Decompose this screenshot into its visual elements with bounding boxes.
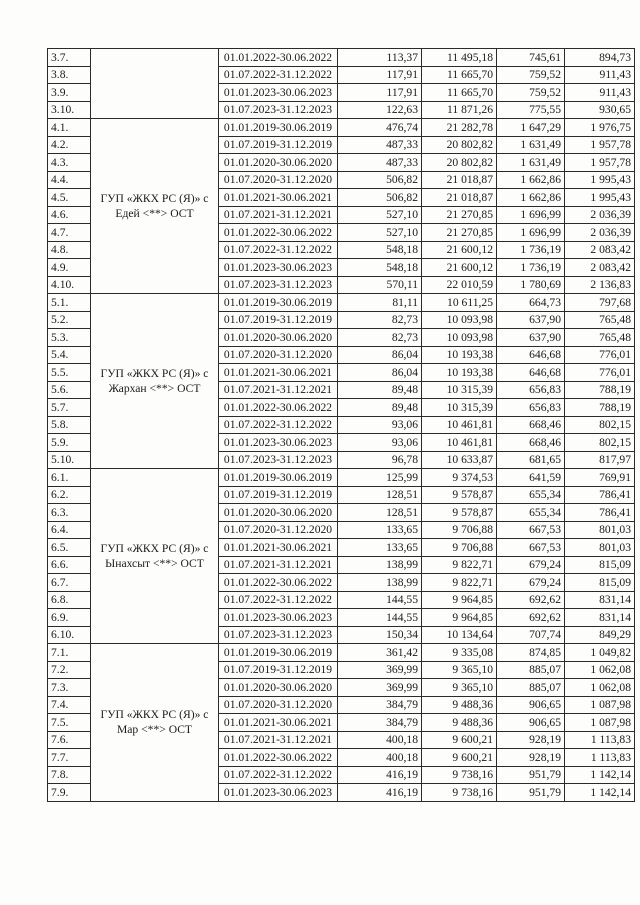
value-cell: 655,34 xyxy=(497,504,565,522)
tariff-table xyxy=(47,48,635,802)
period-cell: 01.07.2021-31.12.2021 xyxy=(219,206,338,224)
value-cell: 928,19 xyxy=(497,731,565,749)
period-cell: 01.01.2019-30.06.2019 xyxy=(219,644,338,662)
row-number-cell: 7.1. xyxy=(48,644,91,662)
value-cell: 930,65 xyxy=(565,101,635,119)
row-number-cell: 6.2. xyxy=(48,486,91,504)
value-cell: 476,74 xyxy=(338,119,422,137)
value-cell: 765,48 xyxy=(565,311,635,329)
value-cell: 125,99 xyxy=(338,469,422,487)
value-cell: 548,18 xyxy=(338,259,422,277)
value-cell: 788,19 xyxy=(565,381,635,399)
organization-cell: ГУП «ЖКХ РС (Я)» с Ынахсыт <**> ОСТ xyxy=(91,469,219,644)
value-cell: 570,11 xyxy=(338,276,422,294)
period-cell: 01.01.2021-30.06.2021 xyxy=(219,539,338,557)
value-cell: 692,62 xyxy=(497,609,565,627)
value-cell: 9 600,21 xyxy=(422,749,497,767)
period-cell: 01.01.2021-30.06.2021 xyxy=(219,714,338,732)
value-cell: 10 611,25 xyxy=(422,294,497,312)
value-cell: 10 315,39 xyxy=(422,399,497,417)
value-cell: 361,42 xyxy=(338,644,422,662)
value-cell: 9 365,10 xyxy=(422,679,497,697)
value-cell: 117,91 xyxy=(338,84,422,102)
value-cell: 1 957,78 xyxy=(565,154,635,172)
period-cell: 01.07.2021-31.12.2021 xyxy=(219,556,338,574)
period-cell: 01.07.2021-31.12.2021 xyxy=(219,381,338,399)
value-cell: 416,19 xyxy=(338,766,422,784)
value-cell: 1 142,14 xyxy=(565,766,635,784)
row-number-cell: 6.5. xyxy=(48,539,91,557)
value-cell: 21 270,85 xyxy=(422,224,497,242)
value-cell: 10 315,39 xyxy=(422,381,497,399)
row-number-cell: 7.8. xyxy=(48,766,91,784)
value-cell: 128,51 xyxy=(338,486,422,504)
value-cell: 86,04 xyxy=(338,346,422,364)
value-cell: 9 738,16 xyxy=(422,766,497,784)
row-number-cell: 7.6. xyxy=(48,731,91,749)
value-cell: 1 696,99 xyxy=(497,224,565,242)
row-number-cell: 7.9. xyxy=(48,784,91,802)
value-cell: 646,68 xyxy=(497,346,565,364)
row-number-cell: 7.3. xyxy=(48,679,91,697)
value-cell: 776,01 xyxy=(565,364,635,382)
value-cell: 786,41 xyxy=(565,504,635,522)
row-number-cell: 4.2. xyxy=(48,136,91,154)
value-cell: 113,37 xyxy=(338,49,422,67)
value-cell: 1 113,83 xyxy=(565,731,635,749)
table-row xyxy=(48,294,635,312)
value-cell: 487,33 xyxy=(338,154,422,172)
row-number-cell: 6.8. xyxy=(48,591,91,609)
row-number-cell: 3.10. xyxy=(48,101,91,119)
row-number-cell: 5.6. xyxy=(48,381,91,399)
value-cell: 646,68 xyxy=(497,364,565,382)
row-number-cell: 5.3. xyxy=(48,329,91,347)
value-cell: 81,11 xyxy=(338,294,422,312)
value-cell: 400,18 xyxy=(338,731,422,749)
row-number-cell: 4.3. xyxy=(48,154,91,172)
row-number-cell: 5.1. xyxy=(48,294,91,312)
value-cell: 1 631,49 xyxy=(497,136,565,154)
value-cell: 11 665,70 xyxy=(422,84,497,102)
row-number-cell: 3.9. xyxy=(48,84,91,102)
period-cell: 01.01.2023-30.06.2023 xyxy=(219,434,338,452)
value-cell: 681,65 xyxy=(497,451,565,469)
value-cell: 815,09 xyxy=(565,574,635,592)
value-cell: 831,14 xyxy=(565,609,635,627)
value-cell: 637,90 xyxy=(497,311,565,329)
period-cell: 01.01.2022-30.06.2022 xyxy=(219,749,338,767)
value-cell: 527,10 xyxy=(338,224,422,242)
value-cell: 1 631,49 xyxy=(497,154,565,172)
value-cell: 1 662,86 xyxy=(497,171,565,189)
value-cell: 20 802,82 xyxy=(422,136,497,154)
value-cell: 93,06 xyxy=(338,416,422,434)
row-number-cell: 5.8. xyxy=(48,416,91,434)
value-cell: 506,82 xyxy=(338,189,422,207)
row-number-cell: 4.9. xyxy=(48,259,91,277)
table-row xyxy=(48,469,635,487)
value-cell: 487,33 xyxy=(338,136,422,154)
period-cell: 01.01.2019-30.06.2019 xyxy=(219,469,338,487)
value-cell: 133,65 xyxy=(338,521,422,539)
value-cell: 384,79 xyxy=(338,696,422,714)
value-cell: 9 600,21 xyxy=(422,731,497,749)
value-cell: 951,79 xyxy=(497,784,565,802)
value-cell: 769,91 xyxy=(565,469,635,487)
value-cell: 21 270,85 xyxy=(422,206,497,224)
value-cell: 10 633,87 xyxy=(422,451,497,469)
value-cell: 641,59 xyxy=(497,469,565,487)
value-cell: 11 665,70 xyxy=(422,66,497,84)
value-cell: 1 062,08 xyxy=(565,661,635,679)
period-cell: 01.01.2022-30.06.2022 xyxy=(219,399,338,417)
value-cell: 765,48 xyxy=(565,329,635,347)
value-cell: 369,99 xyxy=(338,661,422,679)
value-cell: 906,65 xyxy=(497,696,565,714)
value-cell: 831,14 xyxy=(565,591,635,609)
row-number-cell: 6.6. xyxy=(48,556,91,574)
value-cell: 369,99 xyxy=(338,679,422,697)
row-number-cell: 5.2. xyxy=(48,311,91,329)
value-cell: 21 018,87 xyxy=(422,171,497,189)
row-number-cell: 4.8. xyxy=(48,241,91,259)
row-number-cell: 5.7. xyxy=(48,399,91,417)
value-cell: 22 010,59 xyxy=(422,276,497,294)
row-number-cell: 5.5. xyxy=(48,364,91,382)
value-cell: 9 738,16 xyxy=(422,784,497,802)
value-cell: 10 093,98 xyxy=(422,329,497,347)
row-number-cell: 3.8. xyxy=(48,66,91,84)
value-cell: 707,74 xyxy=(497,626,565,644)
value-cell: 21 600,12 xyxy=(422,241,497,259)
value-cell: 911,43 xyxy=(565,66,635,84)
value-cell: 801,03 xyxy=(565,521,635,539)
value-cell: 117,91 xyxy=(338,66,422,84)
value-cell: 1 087,98 xyxy=(565,696,635,714)
value-cell: 801,03 xyxy=(565,539,635,557)
value-cell: 21 018,87 xyxy=(422,189,497,207)
value-cell: 849,29 xyxy=(565,626,635,644)
period-cell: 01.01.2020-30.06.2020 xyxy=(219,154,338,172)
value-cell: 133,65 xyxy=(338,539,422,557)
value-cell: 128,51 xyxy=(338,504,422,522)
row-number-cell: 6.10. xyxy=(48,626,91,644)
value-cell: 10 461,81 xyxy=(422,434,497,452)
value-cell: 20 802,82 xyxy=(422,154,497,172)
value-cell: 9 374,53 xyxy=(422,469,497,487)
value-cell: 10 134,64 xyxy=(422,626,497,644)
period-cell: 01.01.2023-30.06.2023 xyxy=(219,609,338,627)
value-cell: 548,18 xyxy=(338,241,422,259)
period-cell: 01.07.2019-31.12.2019 xyxy=(219,311,338,329)
period-cell: 01.01.2019-30.06.2019 xyxy=(219,119,338,137)
period-cell: 01.07.2020-31.12.2020 xyxy=(219,171,338,189)
row-number-cell: 6.7. xyxy=(48,574,91,592)
value-cell: 679,24 xyxy=(497,574,565,592)
value-cell: 400,18 xyxy=(338,749,422,767)
period-cell: 01.01.2020-30.06.2020 xyxy=(219,504,338,522)
value-cell: 759,52 xyxy=(497,84,565,102)
period-cell: 01.07.2020-31.12.2020 xyxy=(219,346,338,364)
value-cell: 786,41 xyxy=(565,486,635,504)
value-cell: 1 142,14 xyxy=(565,784,635,802)
value-cell: 2 083,42 xyxy=(565,241,635,259)
value-cell: 788,19 xyxy=(565,399,635,417)
value-cell: 144,55 xyxy=(338,591,422,609)
value-cell: 951,79 xyxy=(497,766,565,784)
value-cell: 911,43 xyxy=(565,84,635,102)
value-cell: 668,46 xyxy=(497,416,565,434)
value-cell: 150,34 xyxy=(338,626,422,644)
value-cell: 637,90 xyxy=(497,329,565,347)
row-number-cell: 6.1. xyxy=(48,469,91,487)
value-cell: 9 706,88 xyxy=(422,539,497,557)
period-cell: 01.07.2021-31.12.2021 xyxy=(219,731,338,749)
value-cell: 1 647,29 xyxy=(497,119,565,137)
value-cell: 802,15 xyxy=(565,416,635,434)
value-cell: 1 736,19 xyxy=(497,241,565,259)
row-number-cell: 4.1. xyxy=(48,119,91,137)
row-number-cell: 6.3. xyxy=(48,504,91,522)
table-row xyxy=(48,119,635,137)
period-cell: 01.01.2022-30.06.2022 xyxy=(219,574,338,592)
row-number-cell: 6.9. xyxy=(48,609,91,627)
value-cell: 1 976,75 xyxy=(565,119,635,137)
period-cell: 01.07.2023-31.12.2023 xyxy=(219,626,338,644)
period-cell: 01.07.2022-31.12.2022 xyxy=(219,591,338,609)
value-cell: 817,97 xyxy=(565,451,635,469)
organization-cell: ГУП «ЖКХ РС (Я)» с Мар <**> ОСТ xyxy=(91,644,219,802)
value-cell: 894,73 xyxy=(565,49,635,67)
value-cell: 93,06 xyxy=(338,434,422,452)
row-number-cell: 7.2. xyxy=(48,661,91,679)
value-cell: 144,55 xyxy=(338,609,422,627)
value-cell: 906,65 xyxy=(497,714,565,732)
value-cell: 797,68 xyxy=(565,294,635,312)
value-cell: 656,83 xyxy=(497,399,565,417)
value-cell: 928,19 xyxy=(497,749,565,767)
value-cell: 9 706,88 xyxy=(422,521,497,539)
row-number-cell: 4.7. xyxy=(48,224,91,242)
row-number-cell: 4.10. xyxy=(48,276,91,294)
value-cell: 1 113,83 xyxy=(565,749,635,767)
period-cell: 01.01.2022-30.06.2022 xyxy=(219,49,338,67)
value-cell: 138,99 xyxy=(338,556,422,574)
value-cell: 1 696,99 xyxy=(497,206,565,224)
organization-cell: ГУП «ЖКХ РС (Я)» с Жархан <**> ОСТ xyxy=(91,294,219,469)
period-cell: 01.07.2020-31.12.2020 xyxy=(219,696,338,714)
value-cell: 21 600,12 xyxy=(422,259,497,277)
row-number-cell: 5.4. xyxy=(48,346,91,364)
value-cell: 1 995,43 xyxy=(565,189,635,207)
row-number-cell: 4.5. xyxy=(48,189,91,207)
period-cell: 01.01.2021-30.06.2021 xyxy=(219,189,338,207)
period-cell: 01.01.2023-30.06.2023 xyxy=(219,784,338,802)
value-cell: 82,73 xyxy=(338,329,422,347)
value-cell: 656,83 xyxy=(497,381,565,399)
value-cell: 1 062,08 xyxy=(565,679,635,697)
period-cell: 01.07.2023-31.12.2023 xyxy=(219,451,338,469)
value-cell: 416,19 xyxy=(338,784,422,802)
value-cell: 10 193,38 xyxy=(422,364,497,382)
value-cell: 2 136,83 xyxy=(565,276,635,294)
row-number-cell: 3.7. xyxy=(48,49,91,67)
value-cell: 86,04 xyxy=(338,364,422,382)
period-cell: 01.07.2022-31.12.2022 xyxy=(219,416,338,434)
value-cell: 9 822,71 xyxy=(422,574,497,592)
value-cell: 745,61 xyxy=(497,49,565,67)
value-cell: 874,85 xyxy=(497,644,565,662)
value-cell: 1 662,86 xyxy=(497,189,565,207)
value-cell: 122,63 xyxy=(338,101,422,119)
value-cell: 885,07 xyxy=(497,661,565,679)
value-cell: 692,62 xyxy=(497,591,565,609)
value-cell: 9 822,71 xyxy=(422,556,497,574)
value-cell: 10 461,81 xyxy=(422,416,497,434)
period-cell: 01.01.2019-30.06.2019 xyxy=(219,294,338,312)
value-cell: 82,73 xyxy=(338,311,422,329)
value-cell: 527,10 xyxy=(338,206,422,224)
value-cell: 9 578,87 xyxy=(422,486,497,504)
value-cell: 11 495,18 xyxy=(422,49,497,67)
row-number-cell: 7.4. xyxy=(48,696,91,714)
period-cell: 01.07.2020-31.12.2020 xyxy=(219,521,338,539)
row-number-cell: 7.7. xyxy=(48,749,91,767)
row-number-cell: 6.4. xyxy=(48,521,91,539)
value-cell: 138,99 xyxy=(338,574,422,592)
period-cell: 01.01.2023-30.06.2023 xyxy=(219,259,338,277)
value-cell: 2 036,39 xyxy=(565,224,635,242)
value-cell: 384,79 xyxy=(338,714,422,732)
value-cell: 655,34 xyxy=(497,486,565,504)
value-cell: 96,78 xyxy=(338,451,422,469)
value-cell: 1 049,82 xyxy=(565,644,635,662)
value-cell: 506,82 xyxy=(338,171,422,189)
value-cell: 9 964,85 xyxy=(422,591,497,609)
period-cell: 01.01.2020-30.06.2020 xyxy=(219,329,338,347)
period-cell: 01.01.2020-30.06.2020 xyxy=(219,679,338,697)
value-cell: 10 193,38 xyxy=(422,346,497,364)
value-cell: 9 365,10 xyxy=(422,661,497,679)
period-cell: 01.07.2023-31.12.2023 xyxy=(219,276,338,294)
value-cell: 1 780,69 xyxy=(497,276,565,294)
value-cell: 664,73 xyxy=(497,294,565,312)
value-cell: 9 488,36 xyxy=(422,696,497,714)
value-cell: 667,53 xyxy=(497,539,565,557)
value-cell: 10 093,98 xyxy=(422,311,497,329)
value-cell: 21 282,78 xyxy=(422,119,497,137)
row-number-cell: 5.9. xyxy=(48,434,91,452)
value-cell: 1 087,98 xyxy=(565,714,635,732)
value-cell: 9 964,85 xyxy=(422,609,497,627)
row-number-cell: 7.5. xyxy=(48,714,91,732)
value-cell: 1 957,78 xyxy=(565,136,635,154)
value-cell: 776,01 xyxy=(565,346,635,364)
period-cell: 01.07.2019-31.12.2019 xyxy=(219,486,338,504)
value-cell: 802,15 xyxy=(565,434,635,452)
value-cell: 667,53 xyxy=(497,521,565,539)
period-cell: 01.07.2019-31.12.2019 xyxy=(219,136,338,154)
value-cell: 89,48 xyxy=(338,399,422,417)
tariff-table-body xyxy=(48,49,635,802)
value-cell: 815,09 xyxy=(565,556,635,574)
table-row xyxy=(48,49,635,67)
value-cell: 775,55 xyxy=(497,101,565,119)
value-cell: 11 871,26 xyxy=(422,101,497,119)
value-cell: 759,52 xyxy=(497,66,565,84)
value-cell: 9 335,08 xyxy=(422,644,497,662)
row-number-cell: 4.4. xyxy=(48,171,91,189)
value-cell: 2 036,39 xyxy=(565,206,635,224)
organization-cell: ГУП «ЖКХ РС (Я)» с Едей <**> ОСТ xyxy=(91,119,219,294)
value-cell: 9 578,87 xyxy=(422,504,497,522)
period-cell: 01.07.2022-31.12.2022 xyxy=(219,766,338,784)
table-row xyxy=(48,644,635,662)
value-cell: 885,07 xyxy=(497,679,565,697)
organization-cell xyxy=(91,49,219,119)
value-cell: 89,48 xyxy=(338,381,422,399)
value-cell: 668,46 xyxy=(497,434,565,452)
period-cell: 01.01.2023-30.06.2023 xyxy=(219,84,338,102)
value-cell: 2 083,42 xyxy=(565,259,635,277)
period-cell: 01.07.2022-31.12.2022 xyxy=(219,66,338,84)
period-cell: 01.01.2022-30.06.2022 xyxy=(219,224,338,242)
value-cell: 9 488,36 xyxy=(422,714,497,732)
period-cell: 01.07.2019-31.12.2019 xyxy=(219,661,338,679)
row-number-cell: 4.6. xyxy=(48,206,91,224)
value-cell: 1 995,43 xyxy=(565,171,635,189)
row-number-cell: 5.10. xyxy=(48,451,91,469)
value-cell: 679,24 xyxy=(497,556,565,574)
period-cell: 01.07.2022-31.12.2022 xyxy=(219,241,338,259)
value-cell: 1 736,19 xyxy=(497,259,565,277)
period-cell: 01.01.2021-30.06.2021 xyxy=(219,364,338,382)
period-cell: 01.07.2023-31.12.2023 xyxy=(219,101,338,119)
